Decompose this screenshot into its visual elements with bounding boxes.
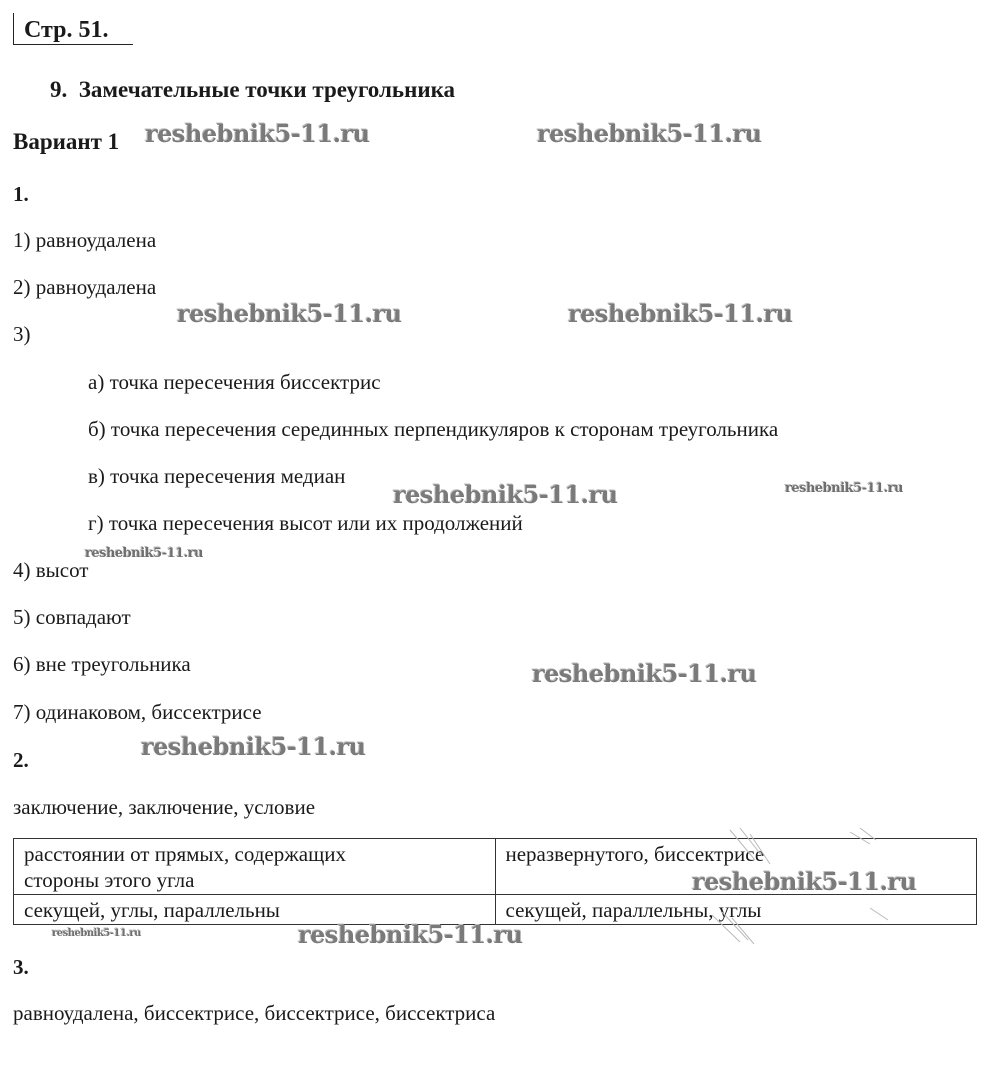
task1-item: 2) равноудалена bbox=[13, 275, 157, 299]
task1-item: 1) равноудалена bbox=[13, 228, 157, 252]
watermark: reshebnik5-11.ru bbox=[785, 481, 904, 496]
watermark: reshebnik5-11.ru bbox=[537, 119, 762, 148]
task1-item: 5) совпадают bbox=[13, 605, 131, 629]
table-cell: неразвернутого, биссектрисе bbox=[495, 839, 977, 895]
task2-text: заключение, заключение, условие bbox=[13, 795, 316, 819]
task1-subitem: в) точка пересечения медиан bbox=[88, 464, 346, 488]
watermark: reshebnik5-11.ru bbox=[532, 659, 757, 688]
watermark: reshebnik5-11.ru bbox=[145, 119, 370, 148]
task1-item: 7) одинаковом, биссектрисе bbox=[13, 700, 262, 724]
page-reference: Стр. 51. bbox=[13, 13, 133, 45]
task1-subitem: а) точка пересечения биссектрис bbox=[88, 370, 381, 394]
watermark: reshebnik5-11.ru bbox=[141, 732, 366, 761]
table-cell: секущей, углы, параллельны bbox=[14, 895, 496, 925]
task1-number: 1. bbox=[13, 182, 29, 206]
task1-item: 3) bbox=[13, 322, 31, 346]
watermark: reshebnik5-11.ru bbox=[393, 480, 618, 509]
variant-heading: Вариант 1 bbox=[13, 129, 120, 154]
task1-item: 4) высот bbox=[13, 558, 89, 582]
task3-text: равноудалена, биссектрисе, биссектрисе, биссектриса bbox=[13, 1001, 496, 1025]
watermark: reshebnik5-11.ru bbox=[692, 867, 917, 896]
watermark: reshebnik5-11.ru bbox=[85, 546, 204, 561]
task1-item: 6) вне треугольника bbox=[13, 652, 191, 676]
watermark: reshebnik5-11.ru bbox=[52, 928, 141, 939]
section-title: 9. Замечательные точки треугольника bbox=[50, 77, 455, 102]
task2-number: 2. bbox=[13, 748, 29, 772]
task3-number: 3. bbox=[13, 955, 29, 979]
table-cell: расстоянии от прямых, содержащих стороны этого угла bbox=[14, 839, 496, 895]
task1-subitem: б) точка пересечения серединных перпендикуляров к сторонам треугольника bbox=[88, 417, 779, 441]
table-cell: секущей, параллельны, углы bbox=[495, 895, 977, 925]
watermark: reshebnik5-11.ru bbox=[568, 299, 793, 328]
watermark: reshebnik5-11.ru bbox=[177, 299, 402, 328]
task1-subitem: г) точка пересечения высот или их продолжений bbox=[88, 511, 523, 535]
watermark: reshebnik5-11.ru bbox=[298, 920, 523, 949]
